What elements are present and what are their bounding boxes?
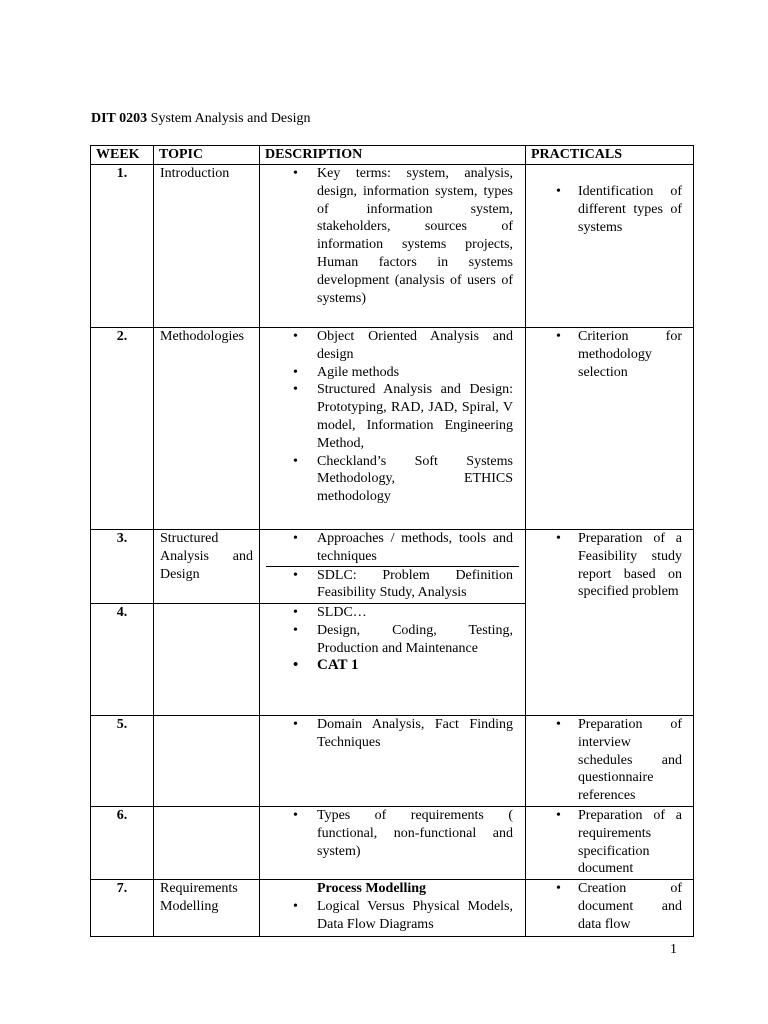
practicals-item: • Preparation of interview schedules and questionnaire references (532, 716, 682, 805)
practicals-cell (526, 165, 694, 328)
table-row (91, 716, 694, 807)
week-number: 4. (91, 604, 154, 716)
week-number: 6. (91, 807, 154, 880)
description-item: • Approaches / methods, tools and techniques (266, 530, 513, 566)
description-cell (260, 328, 526, 530)
practicals-item: • Creation of document and data flow (532, 880, 682, 933)
table-row (91, 807, 694, 880)
description-item: • Logical Versus Physical Models, Data Flow Diagrams (266, 898, 513, 934)
document-title (91, 111, 311, 127)
description-item: • SDLC: Problem Definition Feasibility Study, Analysis (266, 567, 513, 603)
description-item: • Domain Analysis, Fact Finding Techniques (266, 716, 513, 752)
course-code: DIT 0203 (91, 111, 148, 126)
header-practicals: PRACTICALS (526, 146, 694, 165)
practicals-item: • Identification of different types of systems (532, 183, 682, 236)
description-item: • Types of requirements ( functional, non-functional and system) (266, 807, 513, 860)
table-header-row (91, 146, 694, 165)
description-item: • Checkland’s Soft Systems Methodology, ETHICS methodology (266, 453, 513, 506)
topic-cell: Methodologies (154, 328, 260, 530)
description-subheading: Process Modelling (317, 881, 427, 896)
table-row (91, 880, 694, 937)
table-row (91, 530, 694, 604)
description-item: • Structured Analysis and Design: Prototyping, RAD, JAD, Spiral, V model, Information Engineering Method, (266, 381, 513, 452)
description-item: • CAT 1 (266, 657, 513, 675)
course-title: System Analysis and Design (150, 111, 311, 126)
description-cell (260, 165, 526, 328)
description-item: • Key terms: system, analysis, design, information system, types of information system, stakeholders, sources of information systems projects, Human factors in systems development (analysis of users of systems) (266, 165, 513, 307)
description-item: • SLDC… (266, 604, 513, 622)
description-cell (260, 604, 526, 716)
week-number: 7. (91, 880, 154, 937)
header-topic: TOPIC (154, 146, 260, 165)
topic-cell: Requirements Modelling (154, 880, 260, 937)
week-number: 2. (91, 328, 154, 530)
topic-cell (154, 604, 260, 716)
description-item: • Design, Coding, Testing, Production and Maintenance (266, 622, 513, 658)
practicals-cell (526, 328, 694, 530)
description-item: • Object Oriented Analysis and design (266, 328, 513, 364)
practicals-item: • Preparation of a Feasibility study report based on specified problem (532, 530, 682, 601)
topic-cell: Structured Analysis and Design (154, 530, 260, 604)
practicals-item: • Preparation of a requirements specification document (532, 807, 682, 878)
table-row (91, 328, 694, 530)
description-cell (260, 807, 526, 880)
page-number: 1 (670, 942, 677, 957)
syllabus-table (90, 145, 694, 937)
header-week: WEEK (91, 146, 154, 165)
practicals-cell (526, 880, 694, 937)
description-cell (260, 880, 526, 937)
practicals-cell (526, 530, 694, 716)
week-number: 1. (91, 165, 154, 328)
topic-cell (154, 807, 260, 880)
practicals-item: • Criterion for methodology selection (532, 328, 682, 381)
practicals-cell (526, 807, 694, 880)
description-cell (260, 530, 526, 604)
topic-cell: Introduction (154, 165, 260, 328)
description-item: • Agile methods (266, 364, 513, 382)
week-number: 5. (91, 716, 154, 807)
header-description: DESCRIPTION (260, 146, 526, 165)
description-cell (260, 716, 526, 807)
week-number: 3. (91, 530, 154, 604)
topic-cell (154, 716, 260, 807)
table-row (91, 165, 694, 328)
practicals-cell (526, 716, 694, 807)
